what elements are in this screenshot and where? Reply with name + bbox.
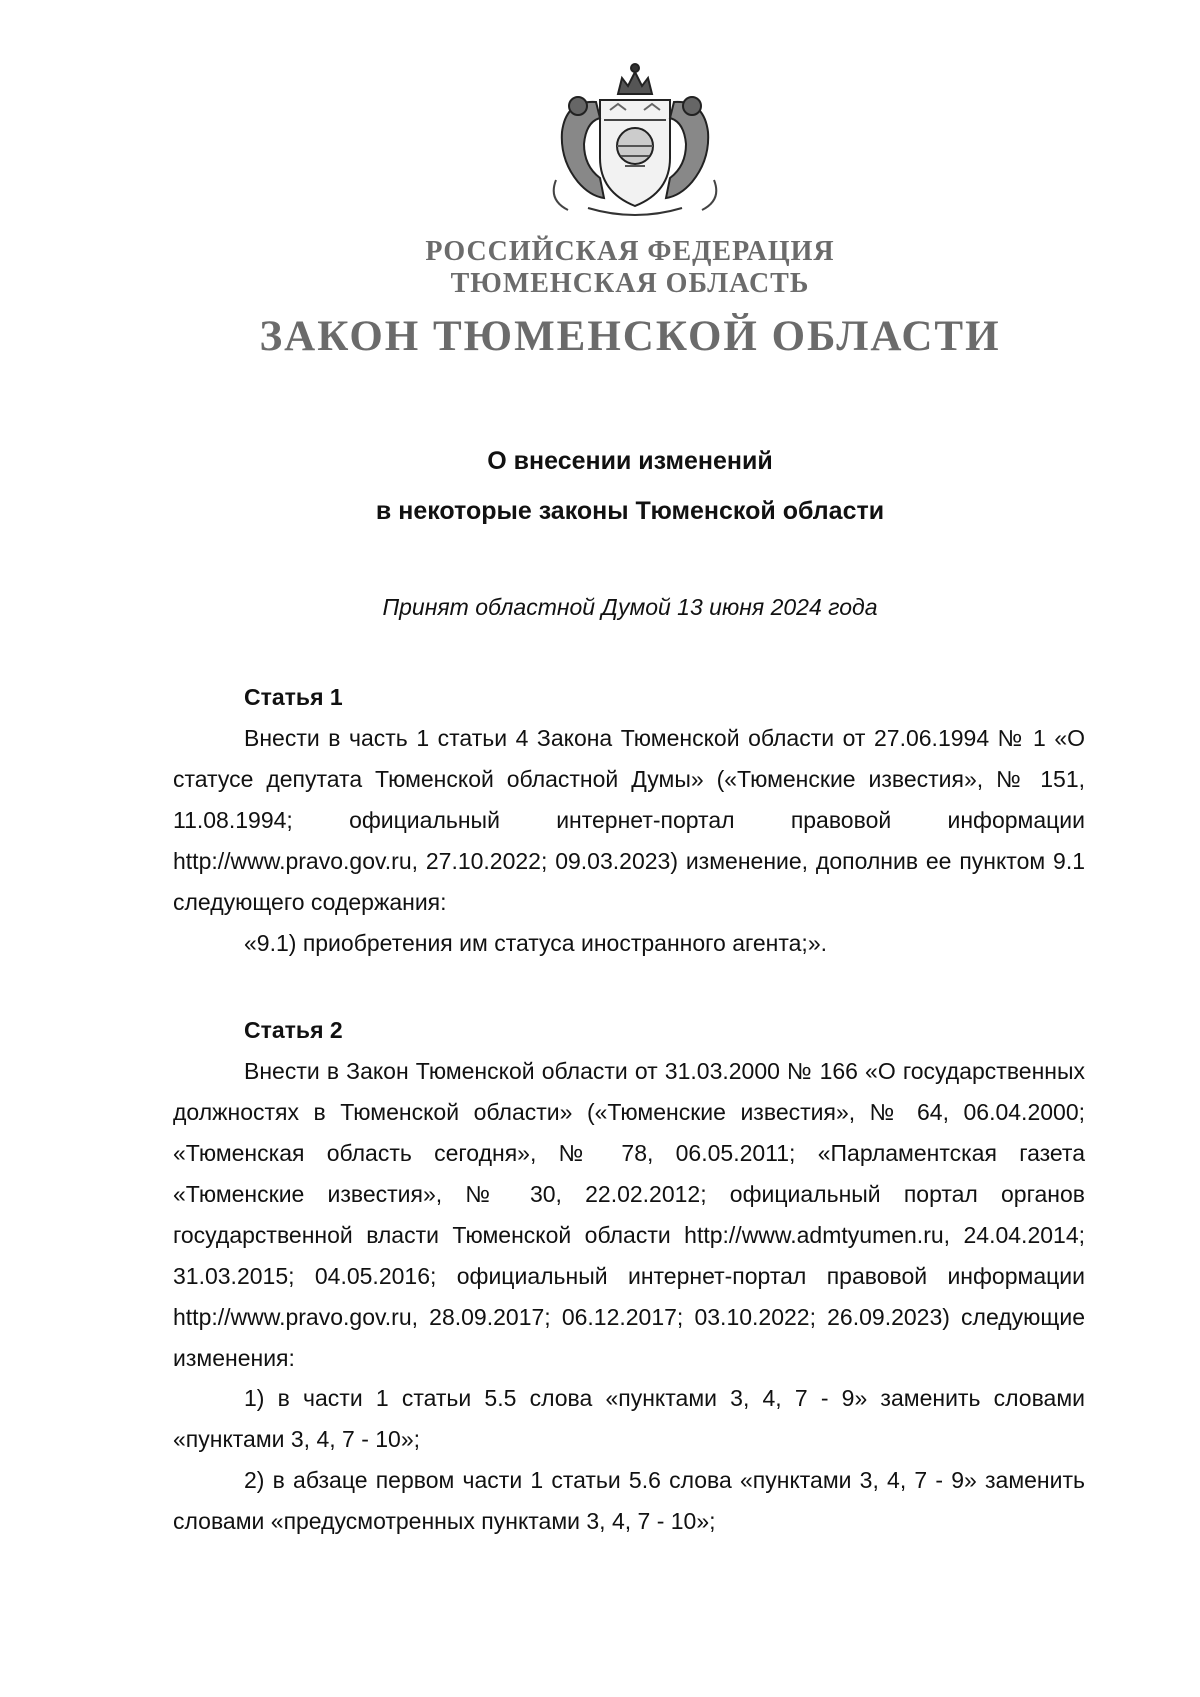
document-title-line-1: О внесении изменений [487, 447, 773, 475]
document-title-line-2: в некоторые законы Тюменской области [375, 497, 885, 525]
law-title: ЗАКОН ТЮМЕНСКОЙ ОБЛАСТИ [259, 313, 1001, 360]
article-2-paragraph: 2) в абзаце первом части 1 статьи 5.6 слова «пунктами 3, 4, 7 - 9» заменить словами «предусмотренных пунктами 3, 4, 7 - 10»; [173, 1467, 1085, 1534]
article-1-paragraph: «9.1) приобретения им статуса иностранного агента;». [244, 930, 828, 956]
adoption-note: Принят областной Думой 13 июня 2024 года [382, 594, 878, 620]
header-federation: РОССИЙСКАЯ ФЕДЕРАЦИЯ [425, 236, 835, 267]
coat-of-arms-icon [538, 60, 732, 220]
article-2-paragraph: Внести в Закон Тюменской области от 31.03.2000 № 166 «О государственных должностях в Тюменской области» («Тюменские известия», № 64, 06.04.2000; «Тюменская область сегодня», № 78, 06.05.2011; «Парламентская газета «Тюменские известия», № 30, 22.02.2012; официальный портал органов государственной власти Тюменской области http://www.admtyumen.ru, 24.04.2014; 31.03.2015; 04.05.2016; официальный интернет-портал правовой информации http://www.pravo.gov.ru, 28.09.2017; 06.12.2017; 03.10.2022; 26.09.2023) следующие изменения: [173, 1058, 1085, 1371]
article-2-heading: Статья 2 [244, 1017, 343, 1043]
header-region: ТЮМЕНСКАЯ ОБЛАСТЬ [450, 268, 810, 299]
article-2-paragraph: 1) в части 1 статьи 5.5 слова «пунктами 3, 4, 7 - 9» заменить словами «пунктами 3, 4, 7 - 10»; [173, 1385, 1085, 1452]
article-1-heading: Статья 1 [244, 684, 343, 710]
article-1-paragraph: Внести в часть 1 статьи 4 Закона Тюменской области от 27.06.1994 № 1 «О статусе депутата Тюменской областной Думы» («Тюменские известия», № 151, 11.08.1994; официальный интернет-портал правовой информации http://www.pravo.gov.ru, 27.10.2022; 09.03.2023) изменение, дополнив ее пунктом 9.1 следующего содержания: [173, 725, 1085, 915]
